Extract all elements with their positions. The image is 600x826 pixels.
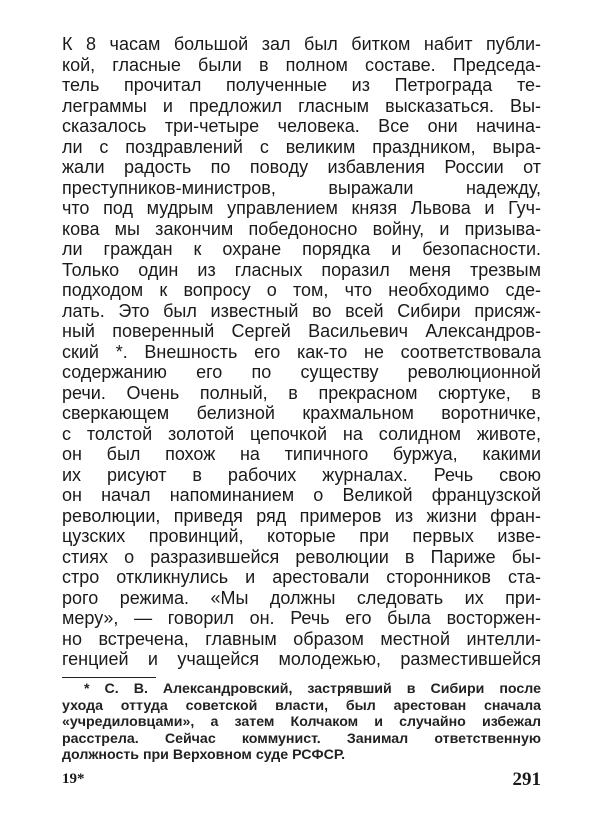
text-line: но встречена, главным образом местной интелли- (62, 628, 541, 649)
text-line: ли граждан к охране порядка и безопасности. (62, 239, 541, 259)
text-line: тель прочитал полученные из Петрограда те- (62, 75, 541, 95)
text-line: с толстой золотой цепочкой на солидном животе, (62, 423, 541, 444)
text-line: рого режима. «Мы должны следовать их при- (62, 587, 541, 608)
page-footer (62, 769, 541, 793)
text-line: он был похож на типичного буржуа, какими (62, 444, 541, 464)
text-line: кой, гласные были в полном составе. Председа- (62, 54, 541, 75)
text-line: ли с поздравлений с великим праздником, выра- (62, 136, 541, 157)
text-line: кова мы закончим победоносно войну, и призыва- (62, 218, 541, 239)
text-line: стро откликнулись и арестовали сторонников ста- (62, 567, 541, 587)
text-line: ский *. Внешность его как-то не соответствовала (62, 341, 541, 362)
footnote-line: расстрела. Сейчас коммунист. Занимал ответственную (62, 730, 541, 747)
footnote-line: должность при Верховном суде РСФСР. (62, 747, 346, 764)
text-line: преступников-министров, выражали надежду, (62, 177, 541, 198)
text-line: он начал напоминанием о Великой французской (62, 485, 541, 505)
text-line: генцией и учащейся молодежью, разместившейся (62, 649, 541, 669)
page-number: 291 (512, 769, 541, 790)
text-line: их рисуют в рабочих журналах. Речь свою (62, 464, 541, 485)
text-line: что под мудрым управлением князя Львова и Гуч- (62, 198, 541, 218)
printer-signature-mark: 19* (62, 771, 85, 787)
footnote (62, 681, 541, 764)
footnote-line: «учредиловцами», а затем Колчаком и случайно избежал (62, 714, 541, 731)
text-line: цузских провинций, которые при первых изве- (62, 526, 541, 546)
text-line: жали радость по поводу избавления России от (62, 157, 541, 177)
footnote-line: * С. В. Александровский, застрявший в Сибири после (84, 681, 541, 697)
text-line: речи. Очень полный, в прекрасном сюртуке, в (62, 382, 541, 403)
footnote-line: ухода оттуда советской власти, был арестован сначала (62, 697, 541, 714)
text-line: ный поверенный Сергей Васильевич Александров- (62, 321, 541, 341)
text-line: революции, приведя ряд примеров из жизни фран- (62, 505, 541, 526)
text-line: сверкающем белизной крахмальном воротничке, (62, 403, 541, 423)
body-text (62, 34, 541, 670)
text-line: леграммы и предложил гласным высказаться. Вы- (62, 95, 541, 116)
text-line: стиях о разразившейся революции в Париже бы- (62, 546, 541, 567)
text-line: меру», — говорил он. Речь его была восторжен- (62, 608, 541, 628)
text-line: К 8 часам большой зал был битком набит публи- (62, 34, 541, 54)
text-line: Только один из гласных поразил меня трезвым (62, 259, 541, 280)
text-line: лать. Это был известный во всей Сибири присяж- (62, 300, 541, 321)
text-line: подходом к вопросу о том, что необходимо сде- (62, 280, 541, 300)
text-line: сказалось три-четыре человека. Все они начина- (62, 116, 541, 136)
text-line: содержанию его по существу революционной (62, 362, 541, 382)
footnote-divider (62, 677, 156, 678)
